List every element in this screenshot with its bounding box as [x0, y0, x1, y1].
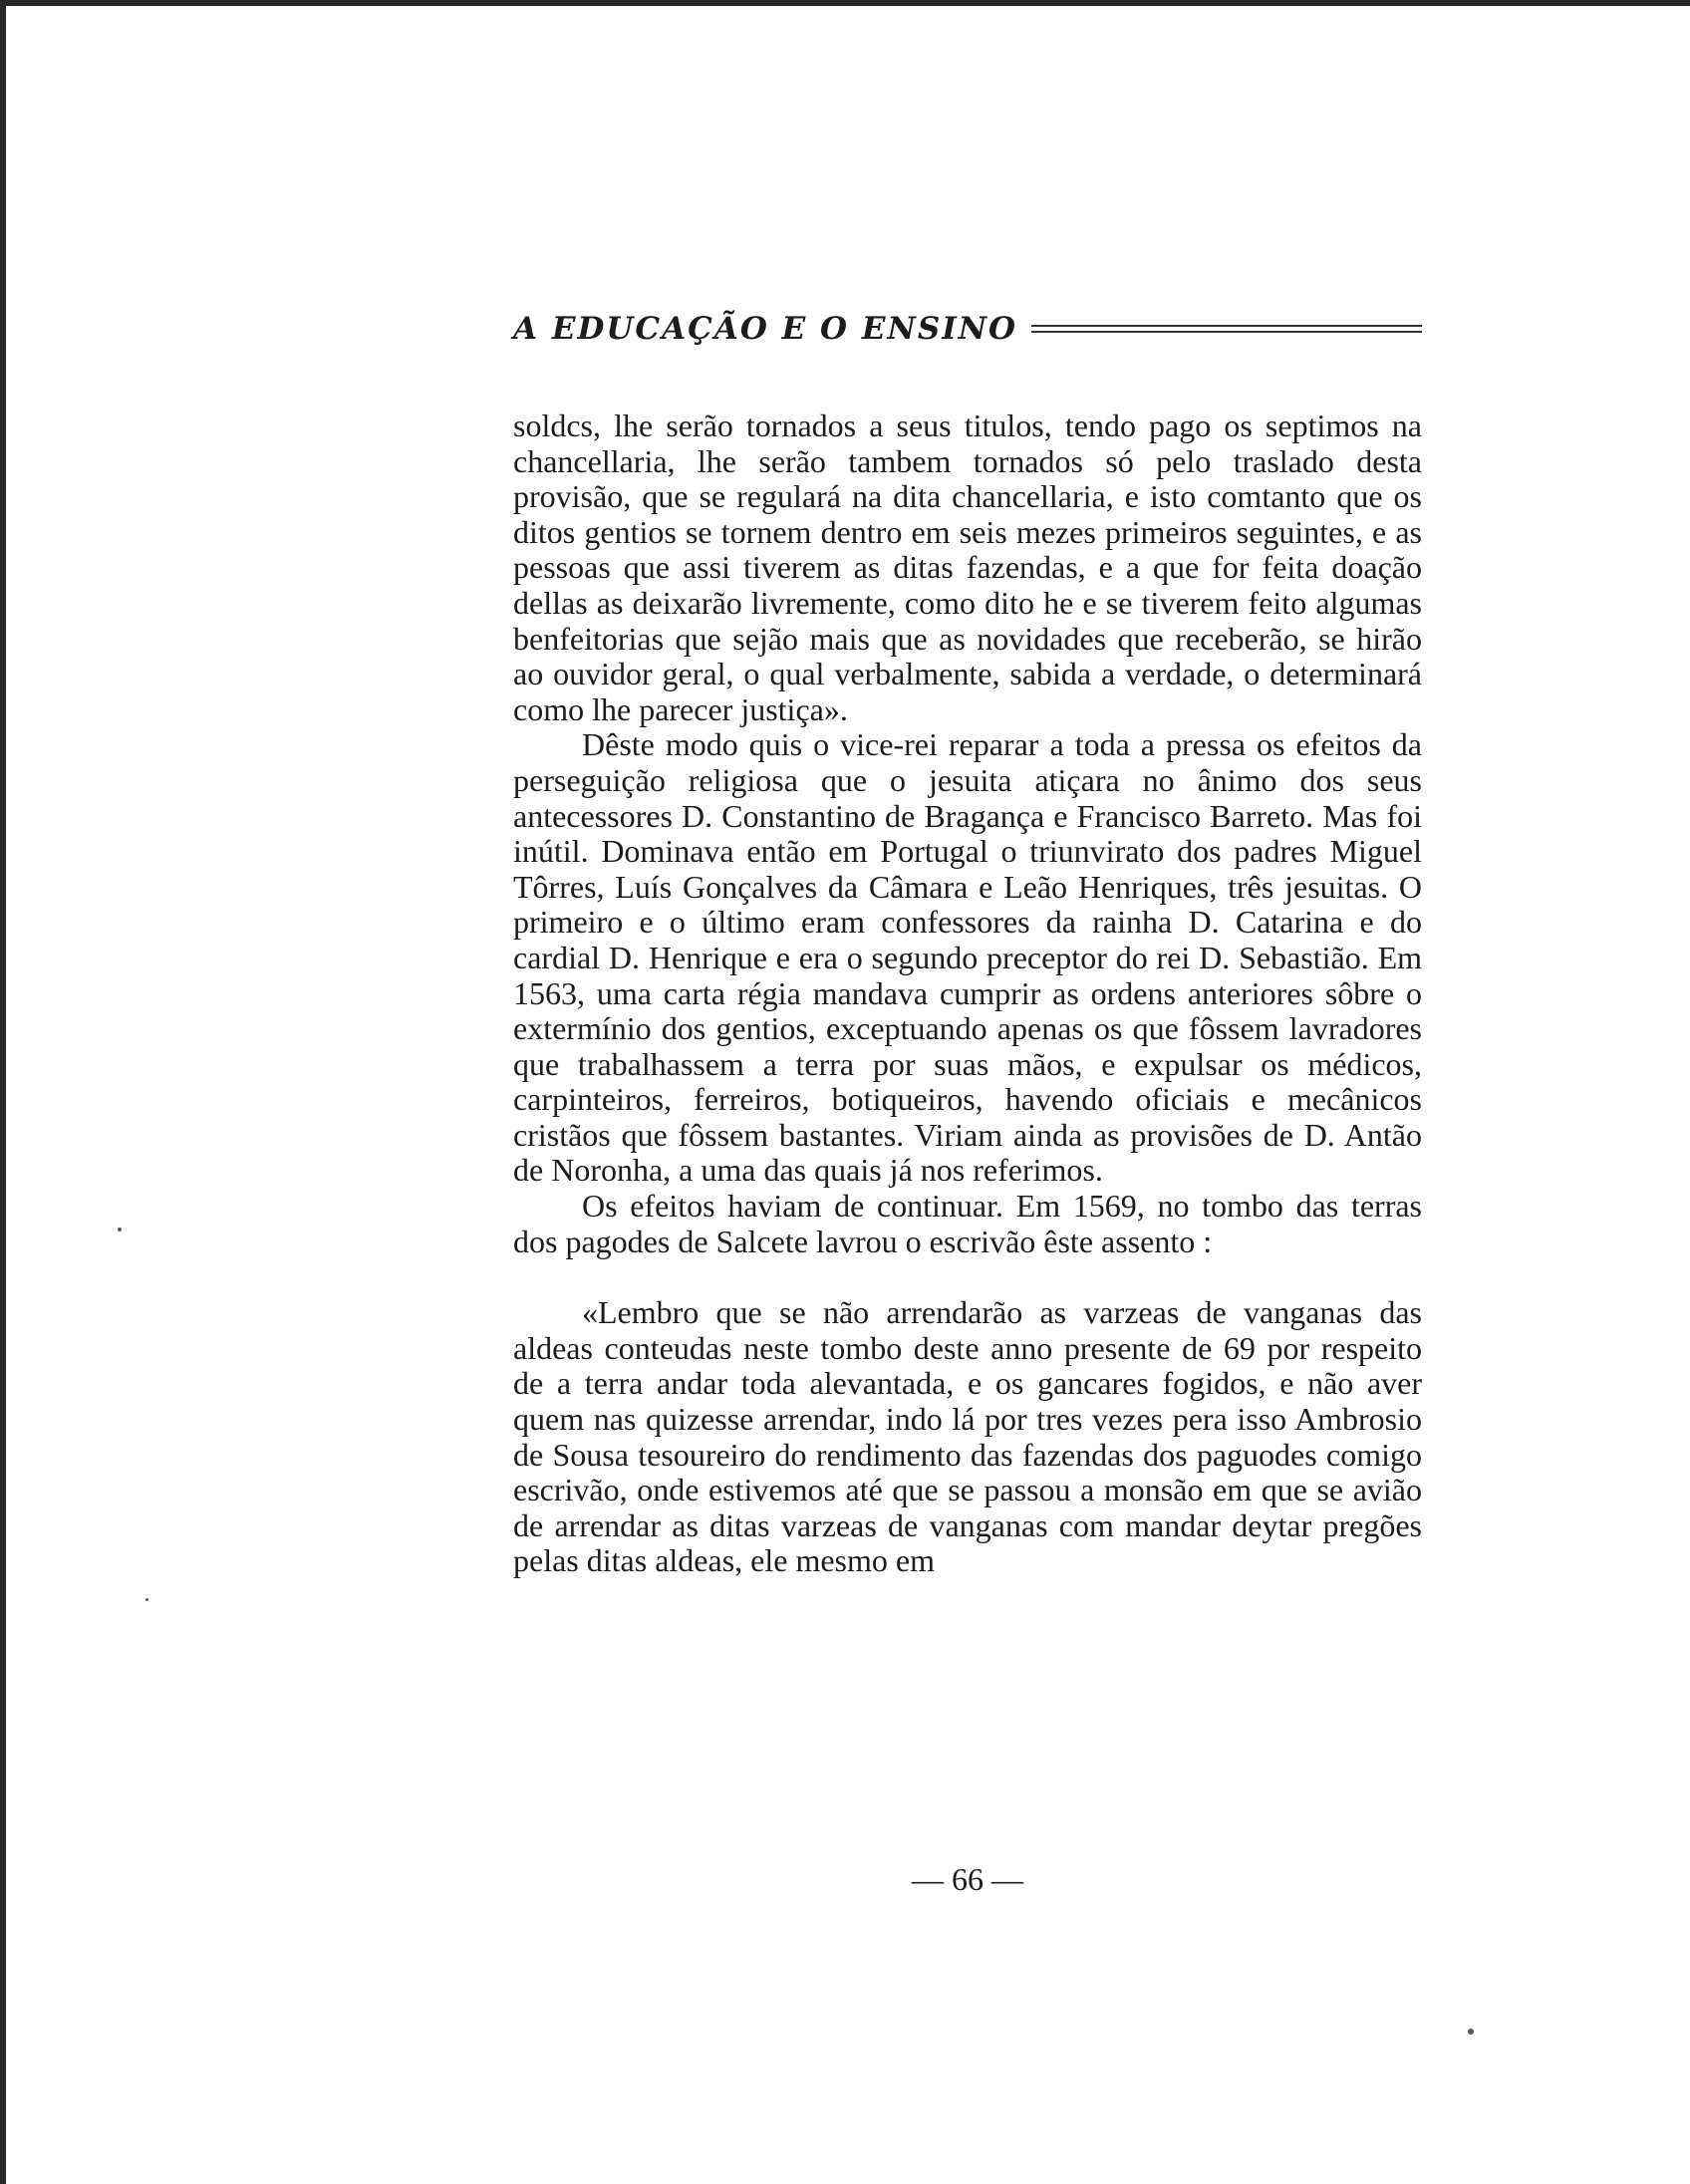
running-head	[513, 307, 1422, 351]
scan-speck	[118, 1228, 122, 1231]
scan-edge-left	[0, 0, 6, 2184]
scan-edge-top	[0, 0, 1690, 6]
running-head-rule	[1031, 325, 1422, 333]
paragraph: Os efeitos haviam de continuar. Em 1569, no tombo das terras dos pagodes de Salcete lavrou o escrivão êste assento :	[513, 1188, 1422, 1259]
paragraph: Dêste modo quis o vice-rei reparar a toda a pressa os efeitos da perseguição religiosa que o jesuita atiçara no ânimo dos seus antecessores D. Constantino de Bragança e Francisco Barreto. Mas foi inútil. Dominava então em Portugal o triunvirato dos padres Miguel Tôrres, Luís Gonçalves da Câmara e Leão Henriques, três jesuitas. O primeiro e o último eram confessores da rainha D. Catarina e do cardial D. Henrique e era o segundo preceptor do rei D. Sebastião. Em 1563, uma carta régia mandava cumprir as ordens anteriores sôbre o extermínio dos gentios, exceptuando apenas os que fôssem lavradores que trabalhassem a terra por suas mãos, e expulsar os médicos, carpinteiros, ferreiros, botiqueiros, havendo oficiais e mecânicos cristãos que fôssem bastantes. Viriam ainda as provisões de D. Antão de Noronha, a uma das quais já nos referimos.	[513, 726, 1422, 1189]
page-number: — 66 —	[912, 1861, 1023, 1897]
scan-speck	[1468, 2029, 1474, 2035]
quoted-paragraph: «Lembro que se não arrendarão as varzeas de vanganas das aldeas conteudas neste tombo deste anno presente de 69 por respeito de a terra andar toda alevantada, e os gancares fogidos, e não aver quem nas quizesse arrendar, indo lá por tres vezes pera isso Ambrosio de Sousa tesoureiro do rendimento das fazendas dos paguodes comigo escrivão, onde estivemos até que se passou a monsão em que se avião de arrendar as ditas varzeas de vanganas com mandar deytar pregões pelas ditas aldeas, ele mesmo em	[513, 1294, 1422, 1579]
scan-speck	[145, 1598, 148, 1601]
paragraph-continued: soldcs, lhe serão tornados a seus titulos, tendo pago os septimos na chancellaria, lhe serão tambem tornados só pelo traslado desta provisão, que se regulará na dita chancellaria, e isto comtanto que os ditos gentios se tornem dentro em seis mezes primeiros seguintes, e as pessoas que assi tiverem as ditas fazendas, e a que for feita doação dellas as deixarão livremente, como dito he e se tiverem feito algumas benfeitorias que sejão mais que as novidades que receberão, se hirão ao ouvidor geral, o qual verbalmente, sabida a verdade, o determinará como lhe parecer justiça».	[513, 408, 1422, 727]
running-head-title: A EDUCAÇÃO E O ENSINO	[513, 311, 1018, 347]
body-text	[513, 409, 1422, 1579]
